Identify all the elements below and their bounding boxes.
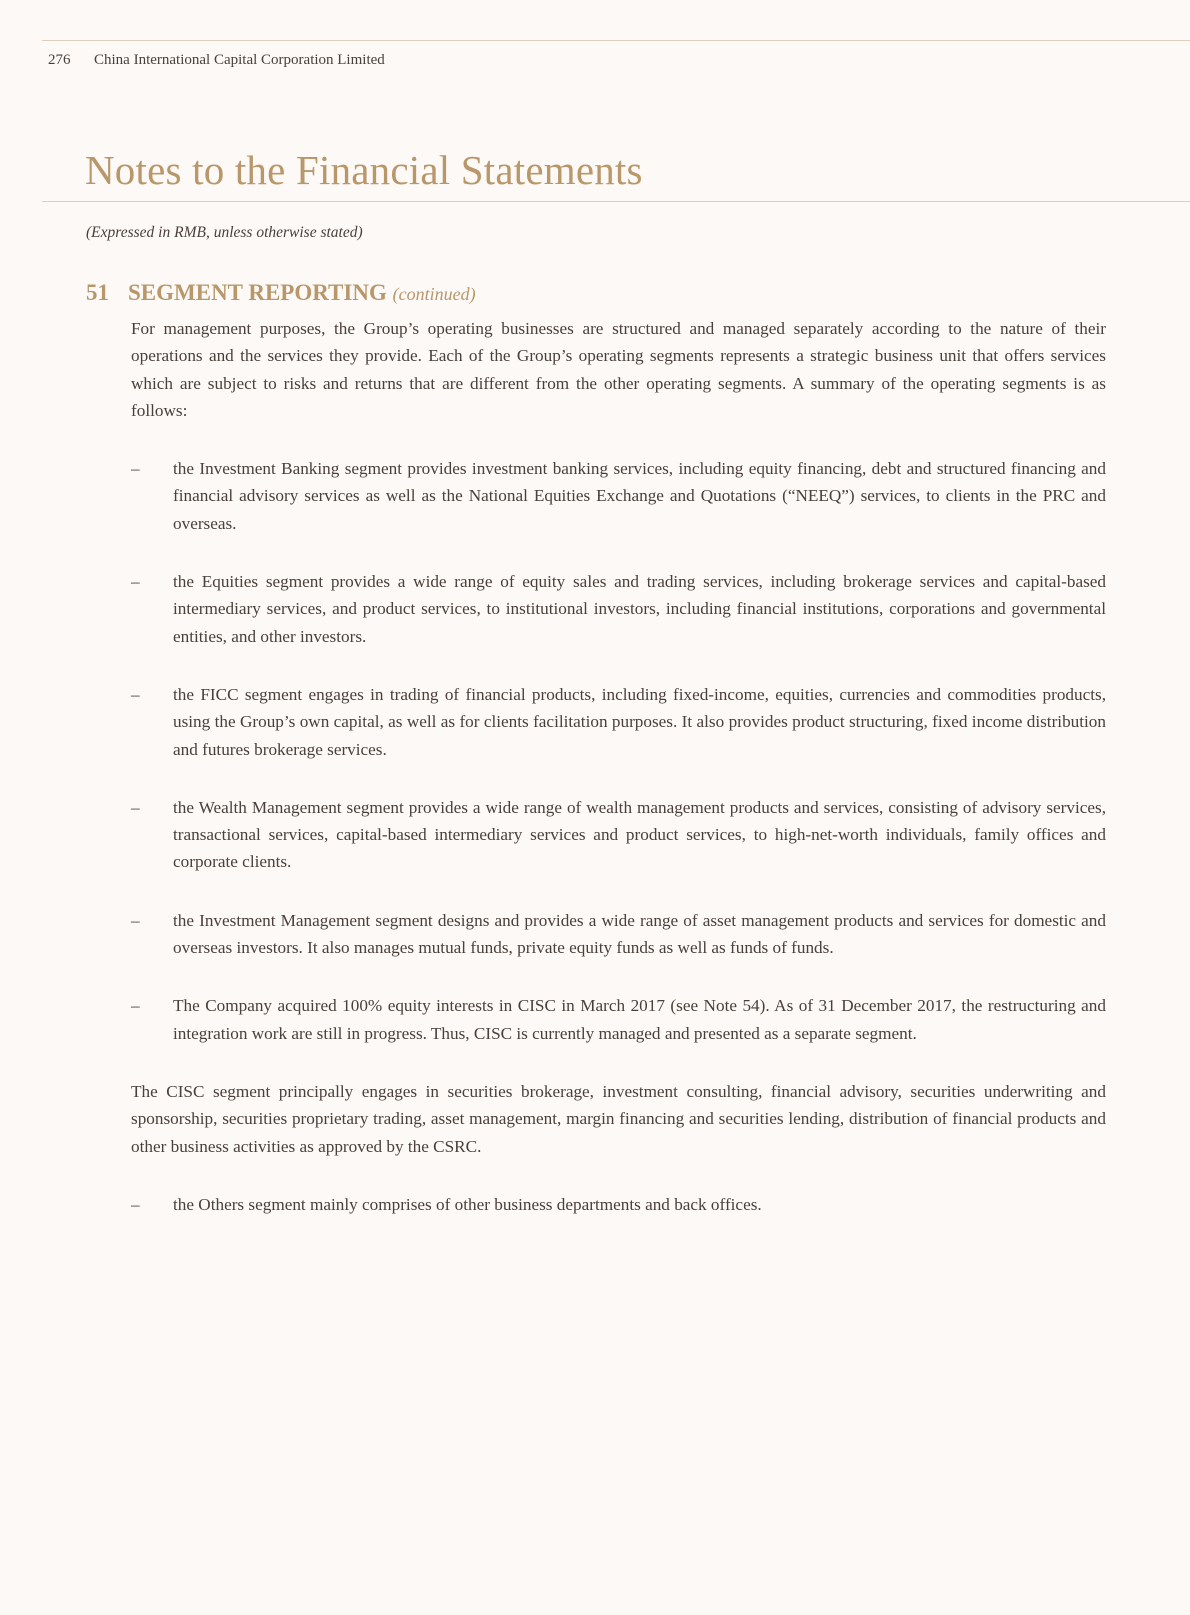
list-item xyxy=(131,907,1106,962)
running-header xyxy=(48,52,385,69)
bullet-dash: – xyxy=(131,684,140,704)
company-name: China International Capital Corporation Limited xyxy=(94,52,385,68)
list-item-text: the Investment Banking segment provides investment banking services, including equity financing, debt and structured financing and financial advisory services as well as the National Equities Exchange and Quotations (“NEEQ”) services, to clients in the PRC and overseas. xyxy=(173,459,1106,533)
section-heading xyxy=(86,280,476,306)
list-item-text: the Investment Management segment designs and provides a wide range of asset management products and services for domestic and overseas investors. It also manages mutual funds, private equity funds as well as funds of funds. xyxy=(173,910,1106,958)
list-item xyxy=(131,568,1106,650)
title-rule xyxy=(42,201,1190,202)
bullet-dash: – xyxy=(131,996,140,1016)
bullet-dash: – xyxy=(131,910,140,930)
section-continued: (continued) xyxy=(392,284,476,304)
list-item-text: the Equities segment provides a wide range of equity sales and trading services, including brokerage services and capital-based intermediary services, and product services, to institutional investors, including financial institutions, corporations and governmental entities, and other investors. xyxy=(173,572,1106,646)
list-item xyxy=(131,455,1106,537)
list-item xyxy=(131,794,1106,876)
section-title: SEGMENT REPORTING xyxy=(128,280,387,305)
page-title: Notes to the Financial Statements xyxy=(85,147,643,193)
list-item xyxy=(131,681,1106,763)
list-item xyxy=(131,992,1106,1047)
list-item xyxy=(131,1191,1106,1218)
page-number: 276 xyxy=(48,52,71,68)
section-number: 51 xyxy=(86,280,109,305)
bullet-dash: – xyxy=(131,1194,140,1214)
bullet-dash: – xyxy=(131,572,140,592)
list-item-text: The Company acquired 100% equity interests in CISC in March 2017 (see Note 54). As of 31 December 2017, the restructuring and integration work are still in progress. Thus, CISC is currently managed and presented as a separate segment. xyxy=(173,996,1106,1043)
list-item-text: the FICC segment engages in trading of financial products, including fixed-income, equities, currencies and commodities products, using the Group’s own capital, as well as for clients facilitation purposes. It also provides product structuring, fixed income distribution and futures brokerage services. xyxy=(173,684,1106,759)
list-item-text: the Others segment mainly comprises of other business departments and back offices. xyxy=(173,1194,762,1214)
currency-note: (Expressed in RMB, unless otherwise stated) xyxy=(86,224,363,241)
list-item-text: the Wealth Management segment provides a wide range of wealth management products and services, consisting of advisory services, transactional services, capital-based intermediary services and product services, to high-net-worth individuals, family offices and corporate clients. xyxy=(173,797,1106,872)
top-rule xyxy=(42,40,1190,41)
bullet-dash: – xyxy=(131,459,140,479)
intro-paragraph: For management purposes, the Group’s operating businesses are structured and managed separately according to the nature of their operations and the services they provide. Each of the Group’s operating segments represents a strategic business unit that offers services which are subject to risks and returns that are different from the other operating segments. A summary of the operating segments is as follows: xyxy=(131,319,1106,420)
bullet-dash: – xyxy=(131,797,140,817)
cisc-paragraph: The CISC segment principally engages in securities brokerage, investment consulting, financial advisory, securities underwriting and sponsorship, securities proprietary trading, asset management, margin financing and securities lending, distribution of financial products and other business activities as approved by the CSRC. xyxy=(131,1081,1106,1156)
section-body xyxy=(131,315,1106,1249)
